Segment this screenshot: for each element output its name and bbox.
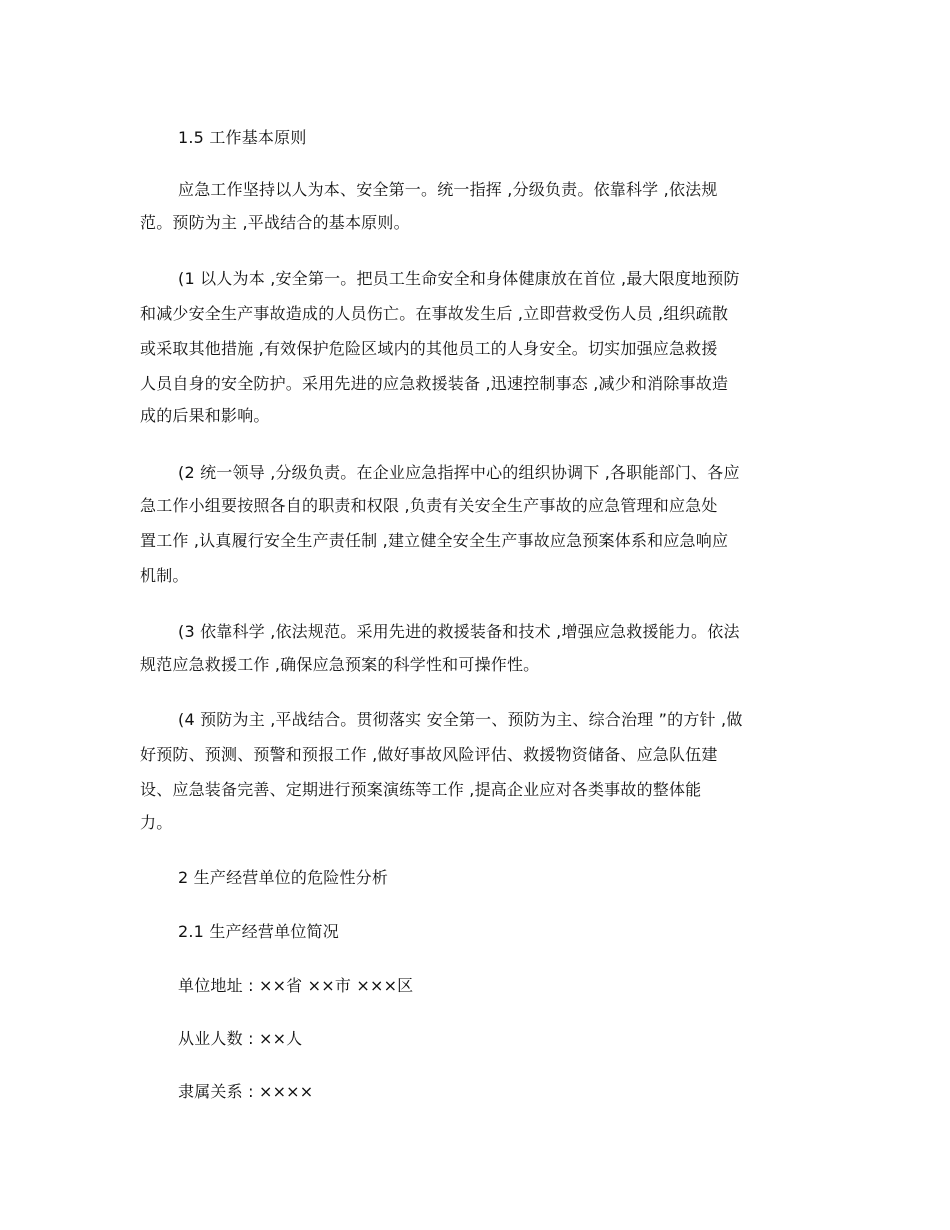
principle-4-line-4: 力。 [140, 813, 173, 832]
principle-1-line-1: (1 以人为本 ,安全第一。把员工生命安全和身体健康放在首位 ,最大限度地预防 [178, 269, 740, 288]
section-heading-2-1: 2.1 生产经营单位简况 [178, 922, 339, 941]
principle-3-line-1: (3 依靠科学 ,依法规范。采用先进的救援装备和技术 ,增强应急救援能力。依法 [178, 622, 740, 641]
affiliation: 隶属关系 : ×××× [178, 1082, 314, 1101]
principle-1-line-3: 或采取其他措施 ,有效保护危险区域内的其他员工的人身安全。切实加强应急救援 [140, 339, 718, 358]
unit-address: 单位地址 : ××省 ××市 ×××区 [178, 976, 414, 995]
principle-2-line-2: 急工作小组要按照各自的职责和权限 ,负责有关安全生产事故的应急管理和应急处 [140, 496, 718, 515]
principle-2-line-4: 机制。 [140, 566, 189, 585]
principle-1-line-4: 人员自身的安全防护。采用先进的应急救援装备 ,迅速控制事态 ,减少和消除事故造 [140, 374, 729, 393]
principle-4-line-3: 设、应急装备完善、定期进行预案演练等工作 ,提高企业应对各类事故的整体能 [140, 780, 702, 799]
section-heading-2: 2 生产经营单位的危险性分析 [178, 868, 389, 887]
principle-3-line-2: 规范应急救援工作 ,确保应急预案的科学性和可操作性。 [140, 655, 540, 674]
intro-line-2: 范。预防为主 ,平战结合的基本原则。 [140, 213, 410, 232]
principle-1-line-2: 和减少安全生产事故造成的人员伤亡。在事故发生后 ,立即营救受伤人员 ,组织疏散 [140, 304, 729, 323]
intro-line-1: 应急工作坚持以人为本、安全第一。统一指挥 ,分级负责。依靠科学 ,依法规 [178, 180, 718, 199]
principle-2-line-3: 置工作 ,认真履行安全生产责任制 ,建立健全安全生产事故应急预案体系和应急响应 [140, 531, 729, 550]
principle-2-line-1: (2 统一领导 ,分级负责。在企业应急指挥中心的组织协调下 ,各职能部门、各应 [178, 463, 740, 482]
section-heading-1-5: 1.5 工作基本原则 [178, 128, 307, 147]
staff-count: 从业人数 : ××人 [178, 1029, 303, 1048]
principle-4-line-1: (4 预防为主 ,平战结合。贯彻落实 安全第一、预防为主、综合治理 ”的方针 ,做 [178, 710, 743, 729]
principle-1-line-5: 成的后果和影响。 [140, 406, 270, 425]
principle-4-line-2: 好预防、预测、预警和预报工作 ,做好事故风险评估、救援物资储备、应急队伍建 [140, 745, 718, 764]
